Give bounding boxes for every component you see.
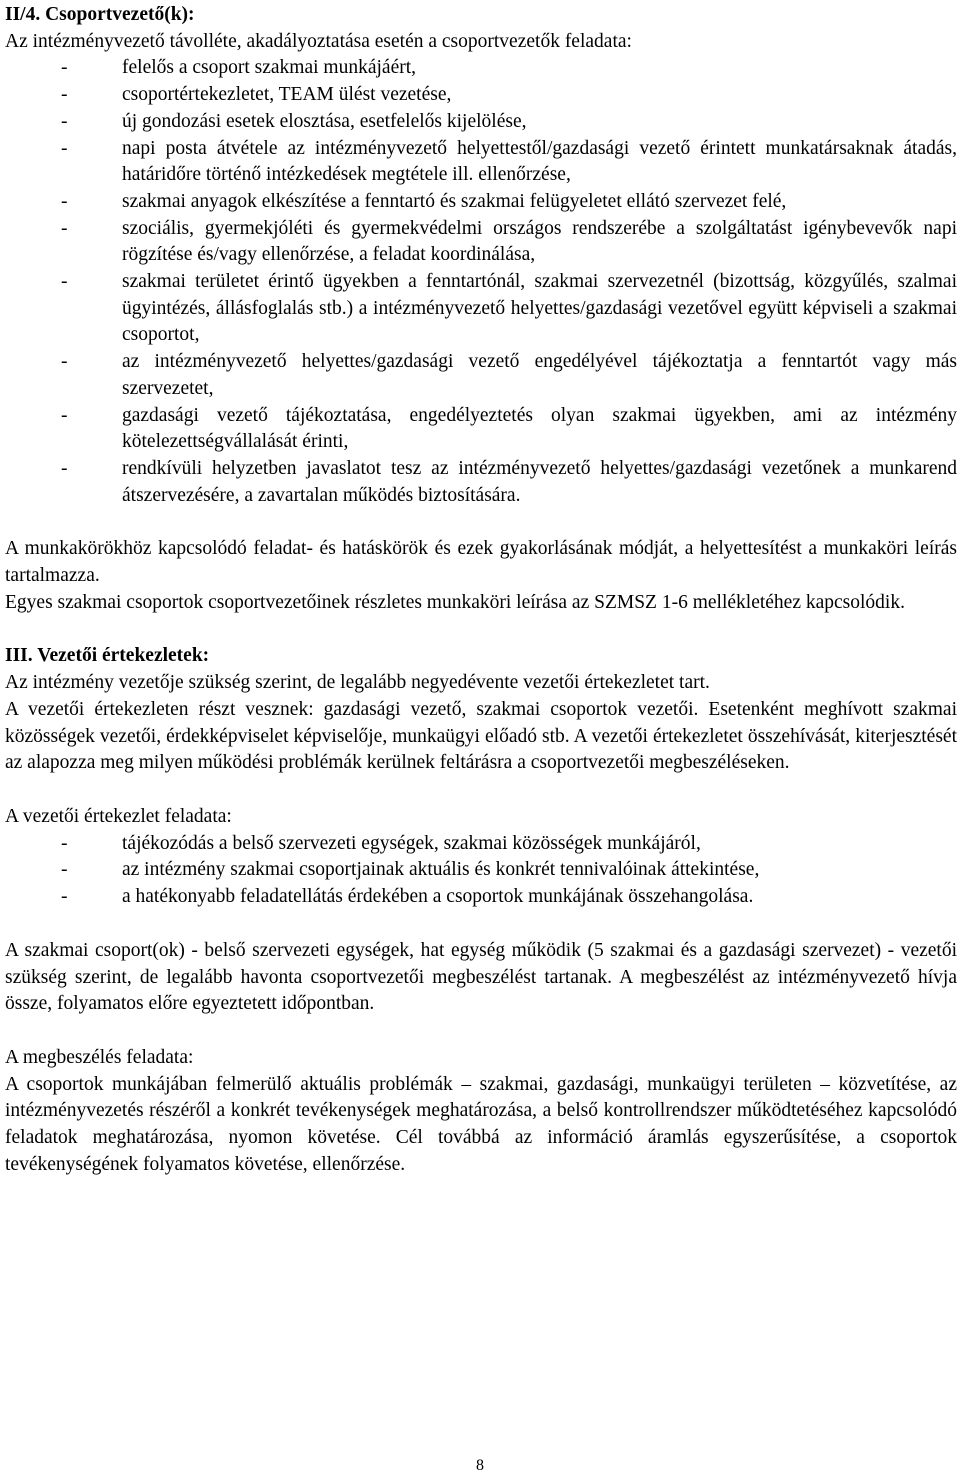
page-number: 8 [476, 1457, 484, 1474]
dash-bullet: - [61, 832, 68, 854]
ertekezlet-task-list [5, 831, 957, 911]
list-item: - szociális, gyermekjóléti és gyermekvédelmi országos rendszerébe a szolgáltatást igénybevevők napi rögzítése és/vagy ellenőrzése, a feladat koordinálása, [61, 217, 957, 266]
paragraph-munkakor-1: A munkakörökhöz kapcsolódó feladat- és hatáskörök és ezek gyakorlásának módját, a helyettesítést a munkaköri leírás tartalmazza. [5, 538, 957, 587]
spacer [5, 616, 957, 643]
document-page [5, 2, 957, 1178]
section-heading-iii: III. Vezetői értekezletek: [5, 645, 210, 667]
dash-bullet: - [61, 886, 68, 908]
section-intro: Az intézményvezető távolléte, akadályoztatása esetén a csoportvezetők feladata: [5, 30, 632, 52]
list-item: - az intézmény szakmai csoportjainak aktuális és konkrét tennivalóinak áttekintése, [5, 857, 957, 884]
paragraph-iii-1: Az intézmény vezetője szükség szerint, de legalább negyedévente vezetői értekezletet tart. [5, 672, 710, 694]
csoportvezeto-task-list [5, 55, 957, 509]
dash-bullet: - [61, 271, 68, 293]
list-item: - csoportértekezletet, TEAM ülést vezetése, [5, 82, 957, 109]
paragraph-iii-2: A vezetői értekezleten részt vesznek: gazdasági vezető, szakmai csoportok vezetői. Esetenként meghívott szakmai közösségek vezetői, érdekképviselet képviselője, munkaügyi előadó stb. A vezetői értekezletet összehívását, kiterjesztését az alapozza meg milyen működési problémák kerülnek feltárásra a csoportvezetői megbeszéléseken. [5, 698, 957, 774]
dash-bullet: - [61, 84, 68, 106]
spacer [5, 1018, 957, 1045]
list-item: - tájékozódás a belső szervezeti egységek, szakmai közösségek munkájáról, [5, 831, 957, 858]
dash-bullet: - [61, 137, 68, 159]
spacer [5, 777, 957, 804]
spacer [5, 509, 957, 536]
dash-bullet: - [61, 190, 68, 212]
section-heading-ii4: II/4. Csoportvezető(k): [5, 4, 195, 25]
list-item: - az intézményvezető helyettes/gazdasági vezető engedélyével tájékoztatja a fenntartót vagy más szervezetet, [61, 351, 957, 399]
list-item: - felelős a csoport szakmai munkájáért, [5, 55, 957, 82]
list-item: - új gondozási esetek elosztása, esetfelelős kijelölése, [5, 109, 957, 136]
list-item: - a hatékonyabb feladatellátás érdekében a csoportok munkájának összehangolása. [5, 884, 957, 911]
dash-bullet: - [61, 217, 68, 239]
list-item: - napi posta átvétele az intézményvezető helyettestől/gazdasági vezető érintett munkatársaknak átadás, határidőre történő intézkedések megtétele ill. ellenőrzése, [61, 137, 957, 186]
paragraph-szakmai-csoport: A szakmai csoport(ok) - belső szervezeti egységek, hat egység működik (5 szakmai és a gazdasági szervezet) - vezetői szükség szerint, de legalább havonta csoportvezetői megbeszélést tartanak. A megbeszélést az intézményvezető hívja össze, folyamatos előre egyeztetett időpontban. [5, 939, 957, 1015]
paragraph-megbeszeles: A csoportok munkájában felmerülő aktuális problémák – szakmai, gazdasági, munkaügyi területen – közvetítése, az intézményvezetés részéről a konkrét tevékenységek meghatározása, a belső kontrollrendszer működtetéséhez kapcsolódó feladatok meghatározása, nyomon követése. Cél továbbá az információ áramlás egyszerűsítése, a csoportok tevékenységének folyamatos követése, ellenőrzése. [5, 1073, 957, 1175]
dash-bullet: - [61, 404, 68, 426]
dash-bullet: - [61, 351, 68, 373]
list-item: - szakmai területet érintő ügyekben a fenntartónál, szakmai szervezetnél (bizottság, közgyűlés, szalmai ügyintézés, állásfoglalás stb.) a intézményvezető helyettes/gazdasági vezetővel együtt képviseli a szakmai csoportot, [61, 271, 957, 346]
dash-bullet: - [61, 57, 68, 79]
dash-bullet: - [61, 457, 68, 479]
paragraph-munkakor-2: Egyes szakmai csoportok csoportvezetőinek részletes munkaköri leírása az SZMSZ 1-6 mellékletéhez kapcsolódik. [5, 591, 905, 613]
megbeszeles-feladata-title: A megbeszélés feladata: [5, 1046, 194, 1068]
dash-bullet: - [61, 859, 68, 881]
dash-bullet: - [61, 110, 68, 132]
ertekezlet-feladata-title: A vezetői értekezlet feladata: [5, 805, 232, 827]
list-item: - gazdasági vezető tájékoztatása, engedélyeztetés olyan szakmai ügyekben, ami az intézmény kötelezettségvállalását érinti, [61, 404, 957, 453]
spacer [5, 911, 957, 938]
list-item: - szakmai anyagok elkészítése a fenntartó és szakmai felügyeletet ellátó szervezet felé, [5, 189, 957, 216]
list-item: - rendkívüli helyzetben javaslatot tesz az intézményvezető helyettes/gazdasági vezetőnek a munkarend átszervezésére, a zavartalan működés biztosítására. [61, 457, 957, 506]
